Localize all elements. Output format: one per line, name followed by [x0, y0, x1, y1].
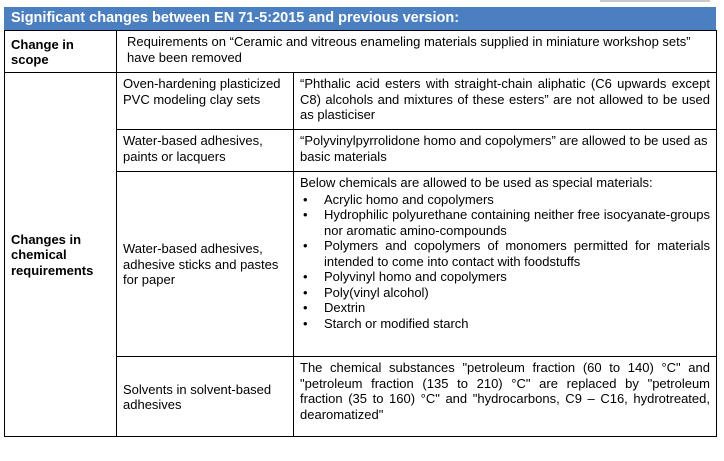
list-item: • Poly(vinyl alcohol) [303, 284, 429, 300]
bullet-icon: • [303, 269, 308, 284]
bullet-icon: • [303, 284, 308, 300]
bullet-icon: • [303, 238, 308, 253]
table-row-scope [5, 31, 717, 73]
text-pvc: “Phthalic acid esters with straight-chain aliphatic (C6 upwards except C8) alcohols and mixtures of these esters” are not allowed to be used as plasticiser [294, 73, 717, 130]
list-item: • Dextrin [303, 300, 366, 315]
bullet-icon: • [303, 191, 308, 207]
list-item: • Hydrophilic polyurethane containing neither free isocyanate-groups nor aromatic amino-compounds [303, 207, 710, 238]
table-title: Significant changes between EN 71-5:2015 and previous version: [4, 7, 716, 30]
special-materials-list [300, 192, 710, 332]
category-water-based-adhesives: Water-based adhesives, adhesive sticks and pastes for paper [117, 172, 294, 357]
scope-label: Change in scope [5, 31, 117, 73]
list-item: • Polymers and copolymers of monomers permitted for materials intended to come into contact with foodstuffs [303, 238, 710, 269]
category-solvents: Solvents in solvent-based adhesives [117, 357, 294, 437]
category-water-based-paints: Water-based adhesives, paints or lacquers [117, 130, 294, 172]
scope-text: Requirements on “Ceramic and vitreous enameling materials supplied in miniature workshop sets” have been removed [117, 31, 717, 73]
text-water-based-paints: “Polyvinylpyrrolidone homo and copolymers” are allowed to be used as basic materials [294, 130, 717, 172]
bullet-icon: • [303, 207, 308, 222]
bullet-icon: • [303, 300, 308, 315]
special-materials-cell [294, 172, 717, 357]
table-row-pvc [5, 73, 717, 130]
chemical-label: Changes in chemical requirements [5, 73, 117, 437]
changes-table [4, 30, 717, 437]
changes-table-section [4, 7, 716, 437]
text-solvents: The chemical substances "petroleum fraction (60 to 140) °C" and "petroleum fraction (135 to 210) °C" are replaced by "petroleum fraction (35 to 160) °C" and "hydrocarbons, C9 – C16, hydrotreated, dearomatized" [294, 357, 717, 437]
top-divider [600, 0, 710, 2]
list-item: • Acrylic homo and copolymers [303, 191, 494, 207]
list-item: • Starch or modified starch [303, 315, 469, 331]
category-pvc: Oven-hardening plasticized PVC modeling clay sets [117, 73, 294, 130]
bullet-icon: • [303, 315, 308, 331]
special-materials-intro: Below chemicals are allowed to be used as special materials: [300, 175, 653, 190]
list-item: • Polyvinyl homo and copolymers [303, 269, 507, 284]
